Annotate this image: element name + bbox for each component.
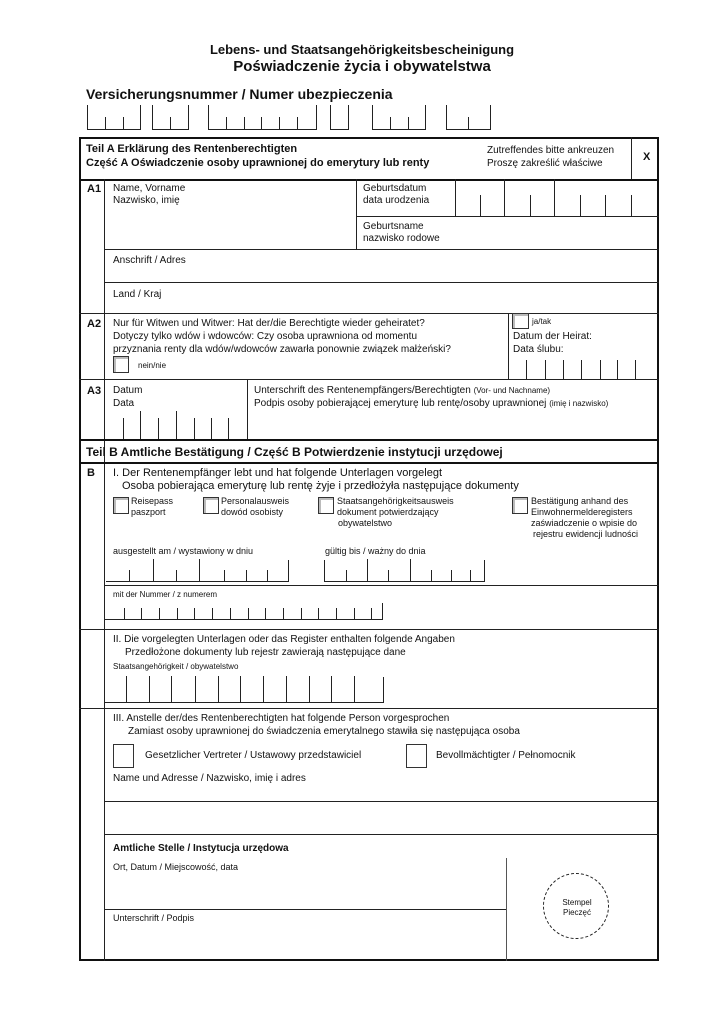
- authorized-proxy-checkbox[interactable]: [406, 744, 427, 768]
- section-code-a1: A1: [87, 183, 102, 195]
- id-card-checkbox[interactable]: [203, 497, 219, 514]
- id-card-label-de: Personalausweis: [221, 496, 290, 506]
- section-3-heading-de: III. Anstelle der/des Rentenberechtigten hat folgende Person vorgesprochen: [113, 713, 450, 724]
- divider: [104, 834, 659, 835]
- birthdate-label-de: Geburtsdatum: [363, 183, 427, 194]
- citizenship-label: Staatsangehörigkeit / obywatelstwo: [113, 662, 239, 671]
- section-code-b: B: [87, 467, 95, 479]
- code-column-divider: [104, 179, 105, 961]
- divider: [508, 313, 509, 379]
- section-1-heading-pl: Osoba pobierająca emeryturę lub rentę żyje i przedłożyła następujące dokumenty: [122, 480, 519, 492]
- divider: [104, 909, 506, 910]
- divider: [356, 216, 659, 217]
- divider: [79, 439, 659, 441]
- section-3-heading-pl: Zamiast osoby uprawnionej do świadczenia emerytalnego stawiła się następująca osoba: [128, 726, 520, 737]
- passport-label-de: Reisepass: [131, 496, 174, 506]
- signature-label-de: Unterschrift des Rentenempfängers/Berechtigten (Vor- und Nachname): [254, 385, 551, 396]
- birthname-label-de: Geburtsname: [363, 221, 424, 232]
- divider: [631, 137, 632, 180]
- authority-title: Amtliche Stelle / Instytucja urzędowa: [113, 843, 289, 854]
- divider: [79, 462, 659, 464]
- marriage-date-label-pl: Data ślubu:: [513, 344, 564, 355]
- divider: [506, 858, 507, 961]
- document-number-label: mit der Nummer / z numerem: [113, 590, 218, 599]
- legal-representative-checkbox[interactable]: [113, 744, 134, 768]
- residence-register-label-2: Einwohnermelderegisters: [531, 507, 633, 517]
- residence-register-label-1: Bestätigung anhand des: [531, 496, 629, 506]
- section-code-a3: A3: [87, 385, 102, 397]
- divider: [79, 313, 659, 314]
- part-b-title: Teil B Amtliche Bestätigung / Część B Potwierdzenie instytucji urzędowej: [86, 445, 503, 459]
- section-1-heading-de: I. Der Rentenempfänger lebt und hat folgende Unterlagen vorgelegt: [113, 467, 442, 479]
- insurance-number-group-5[interactable]: [372, 105, 426, 130]
- issued-on-label: ausgestellt am / wystawiony w dniu: [113, 546, 254, 556]
- divider: [104, 249, 659, 250]
- remarriage-question-pl-2: przyznania renty dla wdów/wdowców zawarła ponownie związek małżeński?: [113, 344, 451, 355]
- form-title-pl: Poświadczenie życia i obywatelstwa: [233, 58, 491, 75]
- signature-label-pl: Podpis osoby pobierającej emeryturę lub rentę/osoby uprawnionej (imię i nazwisko): [254, 398, 609, 409]
- name-address-field[interactable]: [106, 790, 658, 832]
- document-number-field[interactable]: [104, 603, 383, 620]
- name-label-pl: Nazwisko, imię: [113, 195, 180, 206]
- insurance-number-group-2[interactable]: [152, 105, 189, 130]
- marriage-date-label-de: Datum der Heirat:: [513, 331, 592, 342]
- authority-signature-label: Unterschrift / Podpis: [113, 913, 195, 923]
- part-a-title-de: Teil A Erklärung des Rentenberechtigten: [86, 143, 298, 155]
- divider: [104, 585, 659, 586]
- residence-register-label-4: rejestru ewidencji ludności: [533, 529, 639, 539]
- divider: [79, 629, 659, 630]
- valid-until-label: gültig bis / ważny do dnia: [325, 546, 426, 556]
- issued-on-date-field[interactable]: [106, 560, 289, 582]
- instruction-pl: Proszę zakreślić właściwe: [487, 158, 603, 169]
- legal-representative-label: Gesetzlicher Vertreter / Ustawowy przedstawiciel: [145, 750, 362, 761]
- divider: [356, 179, 357, 249]
- part-a-title-pl: Część A Oświadczenie osoby uprawnionej do emerytury lub renty: [86, 157, 430, 169]
- section-2-heading-de: II. Die vorgelegten Unterlagen oder das Register enthalten folgende Angaben: [113, 634, 455, 645]
- stamp-area: [543, 873, 609, 939]
- insurance-number-group-4[interactable]: [330, 105, 349, 130]
- citizenship-certificate-label-3: obywatelstwo: [338, 518, 393, 528]
- divider: [247, 379, 248, 440]
- passport-checkbox[interactable]: [113, 497, 129, 514]
- name-label-de: Name, Vorname: [113, 183, 186, 194]
- valid-until-date-field[interactable]: [324, 560, 485, 582]
- name-address-label: Name und Adresse / Nazwisko, imię i adres: [113, 773, 306, 784]
- instruction-de: Zutreffendes bitte ankreuzen: [487, 145, 615, 156]
- birthname-label-pl: nazwisko rodowe: [363, 233, 440, 244]
- citizenship-certificate-label-2: dokument potwierdzający: [337, 507, 439, 517]
- divider: [104, 282, 659, 283]
- divider: [104, 801, 659, 802]
- remarried-no-label: nein/nie: [138, 361, 167, 370]
- insurance-number-group-6[interactable]: [446, 105, 491, 130]
- remarriage-question-de: Nur für Witwen und Witwer: Hat der/die Berechtigte wieder geheiratet?: [113, 318, 425, 329]
- divider: [79, 379, 659, 380]
- citizenship-certificate-checkbox[interactable]: [318, 497, 334, 514]
- country-label: Land / Kraj: [113, 289, 162, 300]
- remarriage-question-pl-1: Dotyczy tylko wdów i wdowców: Czy osoba uprawniona od momentu: [113, 331, 418, 342]
- authorized-proxy-label: Bevollmächtigter / Pełnomocnik: [436, 750, 576, 761]
- remarried-yes-checkbox[interactable]: [512, 313, 529, 329]
- remarried-no-checkbox[interactable]: [113, 356, 129, 373]
- remarried-yes-label: ja/tak: [532, 317, 552, 326]
- id-card-label-pl: dowód osobisty: [221, 507, 284, 517]
- divider: [79, 179, 659, 181]
- mark-symbol: X: [643, 151, 651, 163]
- form-title-de: Lebens- und Staatsangehörigkeitsbescheinigung: [209, 42, 515, 57]
- insurance-number-group-3[interactable]: [208, 105, 317, 130]
- citizenship-certificate-label-1: Staatsangehörigkeitsausweis: [337, 496, 454, 506]
- passport-label-pl: paszport: [131, 507, 166, 517]
- address-label: Anschrift / Adres: [113, 255, 186, 266]
- citizenship-field[interactable]: [104, 677, 384, 703]
- date-label-pl: Data: [113, 398, 135, 409]
- stamp-label-pl: Pieczęć: [562, 908, 591, 917]
- residence-register-checkbox[interactable]: [512, 497, 528, 514]
- stamp-label-de: Stempel: [562, 898, 592, 907]
- birthdate-label-pl: data urodzenia: [363, 195, 430, 206]
- residence-register-label-3: zaświadczenie o wpisie do: [531, 518, 638, 528]
- divider: [79, 708, 659, 709]
- insurance-number-group-1[interactable]: [87, 105, 141, 130]
- section-code-a2: A2: [87, 318, 102, 330]
- place-date-label: Ort, Datum / Miejscowość, data: [113, 862, 239, 872]
- insurance-number-label: Versicherungsnummer / Numer ubezpieczenia: [86, 86, 393, 102]
- date-label-de: Datum: [113, 385, 143, 396]
- section-2-heading-pl: Przedłożone dokumenty lub rejestr zawierają następujące dane: [125, 647, 406, 658]
